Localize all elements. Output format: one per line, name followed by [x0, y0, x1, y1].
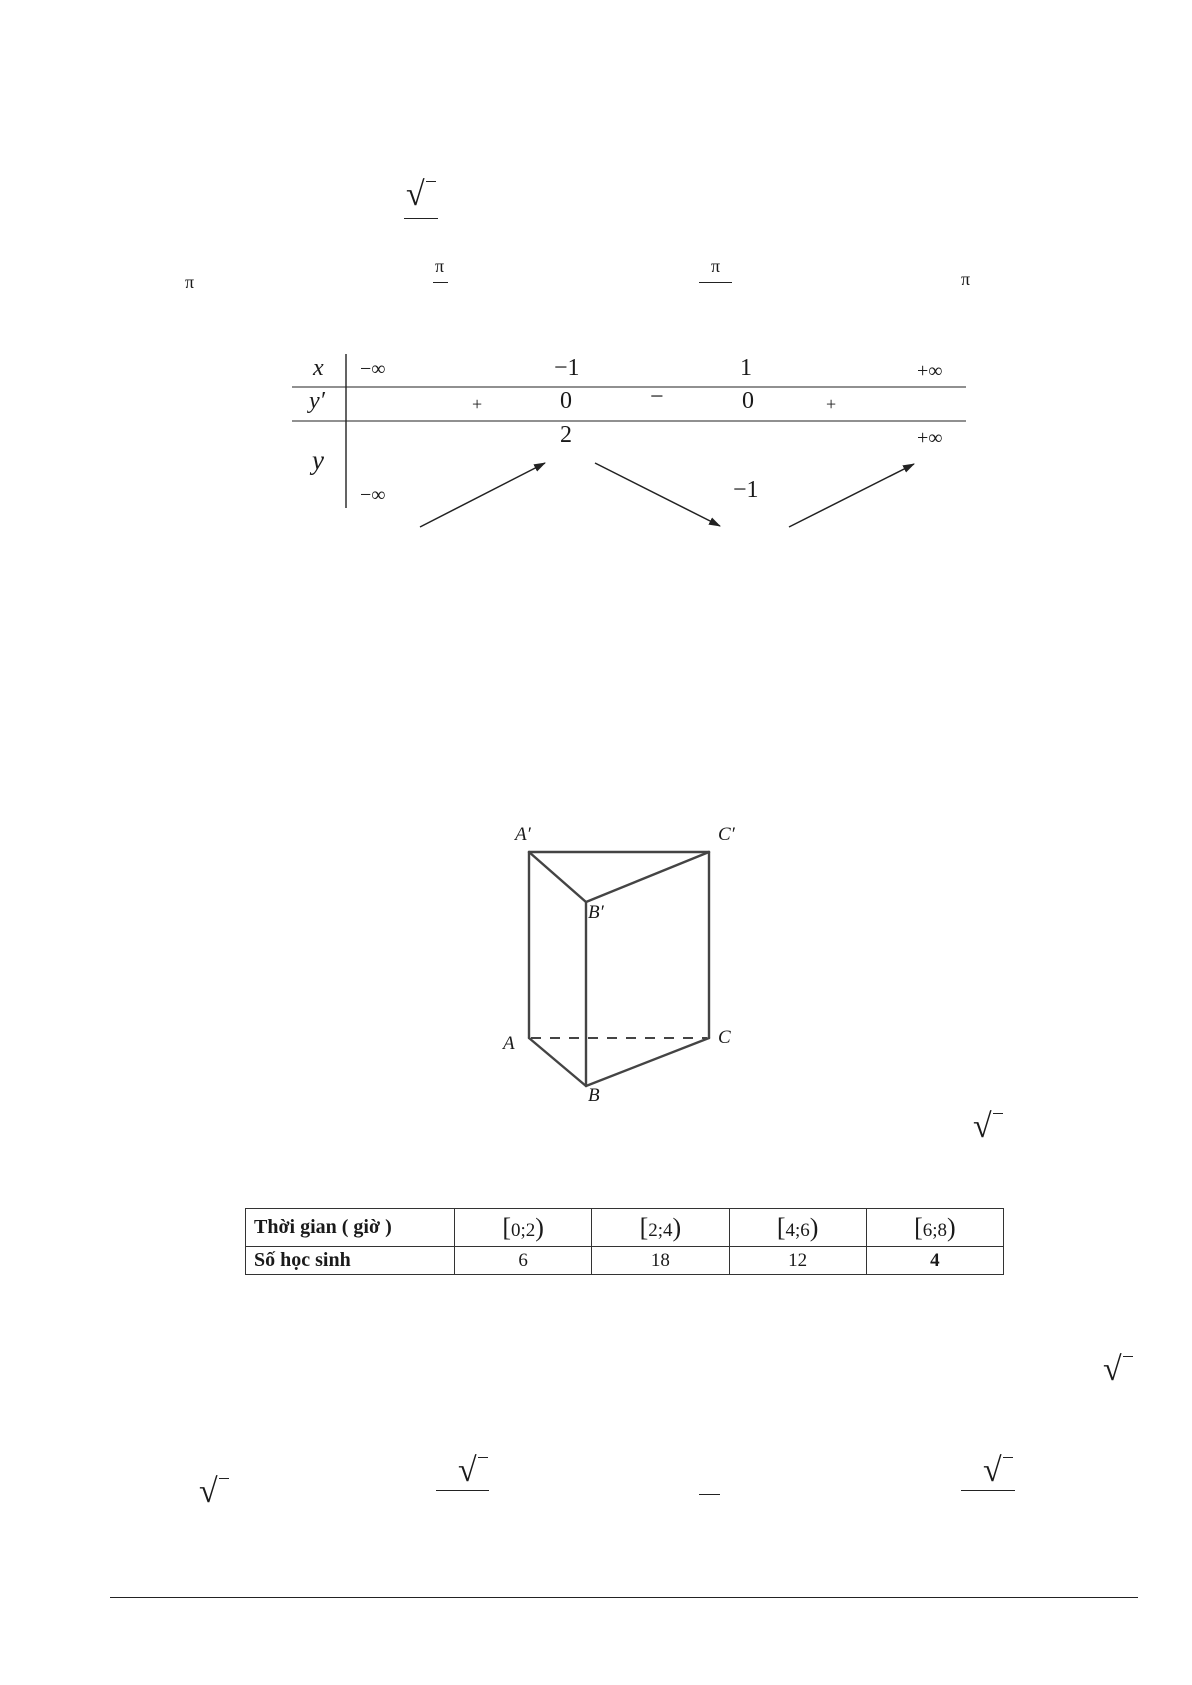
- y-value-neg-inf: −∞: [360, 484, 386, 506]
- y-value-pos-inf: +∞: [917, 427, 943, 449]
- row-label-cell: Số học sinh: [246, 1247, 455, 1275]
- sqrt-bar: [478, 1457, 488, 1458]
- row-label-y-prime: y′: [309, 388, 325, 414]
- sqrt-fraction-5: [436, 1454, 490, 1494]
- table-row: [246, 1247, 1004, 1275]
- sqrt-symbol: √: [406, 176, 425, 213]
- y-prime-zero-1: 0: [560, 388, 572, 414]
- pi-fraction-1: [432, 256, 450, 286]
- sqrt-bar: [219, 1478, 229, 1479]
- increasing-arrow-1: [420, 463, 545, 527]
- x-value-neg-one: −1: [554, 355, 580, 381]
- top-sqrt-fragment: [404, 176, 438, 226]
- vertex-label-a: A: [503, 1033, 515, 1054]
- count-cell: 12: [729, 1247, 866, 1275]
- sqrt-symbol: √: [973, 1108, 992, 1145]
- frequency-table: [245, 1208, 1004, 1275]
- fraction-line: [699, 282, 732, 283]
- fraction-line: [433, 282, 448, 283]
- variation-table-lines: [290, 350, 970, 540]
- sqrt-symbol: √: [199, 1473, 218, 1510]
- variation-table: [290, 350, 970, 540]
- x-value-pos-inf: +∞: [917, 360, 943, 382]
- sqrt-bar: [993, 1113, 1003, 1114]
- pi-symbol-4: π: [961, 269, 971, 289]
- row-label-y: y: [312, 445, 324, 475]
- sqrt-bar: [426, 181, 436, 182]
- fraction-line: [404, 218, 438, 219]
- header-label-cell: Thời gian ( giờ ): [246, 1209, 455, 1247]
- fraction-line: [961, 1490, 1015, 1491]
- edge-bottom-left: [529, 1038, 586, 1086]
- y-value-max: 2: [560, 422, 572, 448]
- interval-cell: [6;8): [866, 1209, 1003, 1247]
- interval-cell: [0;2): [455, 1209, 592, 1247]
- pi-symbol-3: π: [711, 256, 721, 276]
- edge-top-right: [586, 852, 709, 902]
- count-cell: 6: [455, 1247, 592, 1275]
- y-prime-sign-minus: −: [650, 384, 664, 410]
- fraction-line-6: [699, 1494, 720, 1495]
- vertex-label-b-prime: B′: [588, 902, 604, 923]
- vertex-label-b: B: [588, 1085, 600, 1106]
- decreasing-arrow: [595, 463, 720, 526]
- increasing-arrow-2: [789, 464, 914, 527]
- sqrt-fragment-4: [199, 1475, 233, 1515]
- y-prime-sign-plus-2: +: [826, 394, 837, 414]
- vertex-label-c-prime: C′: [718, 824, 735, 845]
- y-prime-sign-plus-1: +: [472, 394, 483, 414]
- pi-fraction-2: [699, 256, 733, 286]
- count-cell: 4: [866, 1247, 1003, 1275]
- sqrt-symbol: √: [983, 1452, 1002, 1489]
- interval-cell: [2;4): [592, 1209, 729, 1247]
- sqrt-symbol: √: [1103, 1351, 1122, 1388]
- y-prime-zero-2: 0: [742, 388, 754, 414]
- prism-figure: [495, 824, 755, 1110]
- footer-rule: [110, 1597, 1138, 1598]
- sqrt-bar: [1003, 1457, 1013, 1458]
- pi-symbol-2: π: [435, 256, 445, 276]
- prism-drawing: [495, 830, 755, 1110]
- table-row: [246, 1209, 1004, 1247]
- vertex-label-c: C: [718, 1027, 731, 1048]
- interval-cell: [4;6): [729, 1209, 866, 1247]
- count-cell: 18: [592, 1247, 729, 1275]
- edge-bottom-right: [586, 1038, 709, 1086]
- sqrt-symbol: √: [458, 1452, 477, 1489]
- fraction-line: [436, 1490, 489, 1491]
- x-value-one: 1: [740, 355, 752, 381]
- row-label-x: x: [313, 355, 324, 381]
- pi-symbol-1: π: [185, 272, 195, 292]
- edge-top-left: [529, 852, 586, 902]
- x-value-neg-inf: −∞: [360, 358, 386, 380]
- sqrt-bar: [1123, 1356, 1133, 1357]
- sqrt-fragment-3: [1103, 1353, 1137, 1393]
- y-value-min: −1: [733, 477, 759, 503]
- sqrt-fragment-2: [973, 1110, 1007, 1150]
- sqrt-fraction-7: [961, 1454, 1015, 1494]
- vertex-label-a-prime: A′: [515, 824, 531, 845]
